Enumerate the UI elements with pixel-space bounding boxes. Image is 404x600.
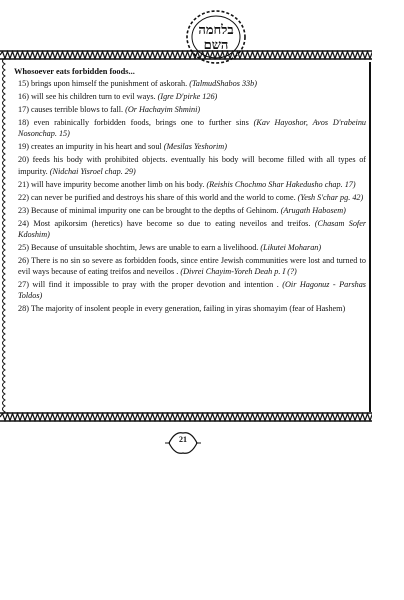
entry-number: 15) — [18, 79, 29, 89]
entry-number: 26) — [18, 255, 29, 265]
entry-number: 24) — [18, 218, 29, 228]
entry-number: 23) — [18, 205, 29, 215]
list-item — [18, 117, 366, 139]
list-item — [18, 242, 366, 253]
section-heading: Whosoever eats forbidden foods... — [14, 67, 135, 76]
seal-text-line1: בלחמה — [198, 23, 234, 38]
entry-text: will find it impossible to pray with the proper devotion and intention . — [32, 280, 279, 290]
top-decorative-border — [0, 50, 372, 60]
entry-source: (Arugath Habosem) — [280, 205, 346, 215]
entry-text: The majority of insolent people in every generation, failing in yiras shomayim (fear of Hashem) — [30, 304, 346, 314]
entry-number: 16) — [18, 92, 29, 102]
entry-source: (Chasam Sofer Kdoshim) — [18, 218, 367, 239]
list-item — [18, 78, 366, 89]
entry-text: even rabinically forbidden foods, brings one to further sins — [33, 118, 249, 128]
entry-source: (Yesh S'char pg. 42) — [297, 192, 364, 202]
entry-source: (TalmudShabos 33b) — [189, 79, 257, 89]
entry-text: can never be purified and destroys his share of this world and the world to come. — [30, 192, 296, 202]
entry-source: (Or Hachayim Shmini) — [125, 105, 201, 115]
entry-number: 19) — [18, 142, 29, 152]
list-item — [18, 205, 366, 216]
list-item — [18, 154, 366, 176]
page-number-ornament — [165, 428, 201, 458]
entry-number: 27) — [18, 280, 29, 290]
entry-source: (Divrei Chayim-Yoreh Deah p. I (?) — [180, 267, 297, 277]
list-item — [18, 141, 366, 152]
bottom-decorative-border — [0, 412, 372, 422]
entry-number: 21) — [18, 179, 29, 189]
seal-text-line2: השם — [203, 38, 229, 53]
entry-text: will have impurity become another limb on his body. — [30, 179, 205, 189]
list-item — [18, 255, 366, 277]
list-item — [18, 218, 366, 240]
page-number: 21 — [179, 435, 187, 444]
entry-source: (Igre D'pirke 126) — [157, 92, 218, 102]
entry-number: 22) — [18, 192, 29, 202]
entry-text: creates an impurity in his heart and soul — [30, 142, 162, 152]
entry-source: (Reishis Chochmo Shar Hakedusho chap. 17) — [206, 179, 356, 189]
right-vertical-rule — [369, 62, 374, 412]
entry-number: 20) — [18, 155, 29, 165]
entry-number: 28) — [18, 304, 29, 314]
left-scalloped-edge — [0, 58, 6, 414]
list-item — [18, 303, 366, 314]
entry-text: Because of unsuitable shochtim, Jews are unable to earn a livelihood. — [30, 242, 259, 252]
entry-text: will see his children turn to evil ways. — [30, 92, 156, 102]
list-item — [18, 104, 366, 115]
entry-text: Most apikorsim (heretics) have become so due to eating neveilos and treifos. — [33, 218, 311, 228]
entry-number: 18) — [18, 118, 29, 128]
list-item — [18, 192, 366, 203]
entry-source: (Mesilas Yeshorim) — [163, 142, 227, 152]
entry-text: feeds his body with prohibited objects. eventually his body will become filled with all types of impurity. — [18, 155, 367, 176]
entry-number: 25) — [18, 242, 29, 252]
entry-source: (Kav Hayoshor, Avos D'rabeinu Nosonchap. 15) — [18, 118, 367, 139]
entry-text: brings upon himself the punishment of askorah. — [30, 79, 188, 89]
entry-text: causes terrible blows to fall. — [30, 105, 124, 115]
entry-number: 17) — [18, 105, 29, 115]
list-item — [18, 179, 366, 190]
entry-text: Because of minimal impurity one can be brought to the depths of Gehinom. — [30, 205, 279, 215]
entry-source: (Oir Hagonuz - Parshas Toldos) — [18, 280, 366, 301]
text-body — [14, 66, 367, 316]
entry-list — [18, 78, 366, 314]
entry-text: There is no sin so severe as forbidden foods, since entire Jewish communities were lost and turned to evil ways because of eating treifos and neveilos . — [18, 255, 367, 277]
list-item — [18, 279, 366, 301]
entry-source: (Nidchai Yisroel chap. 29) — [49, 166, 136, 176]
list-item — [18, 91, 366, 102]
entry-source: (Likutei Moharan) — [260, 242, 322, 252]
